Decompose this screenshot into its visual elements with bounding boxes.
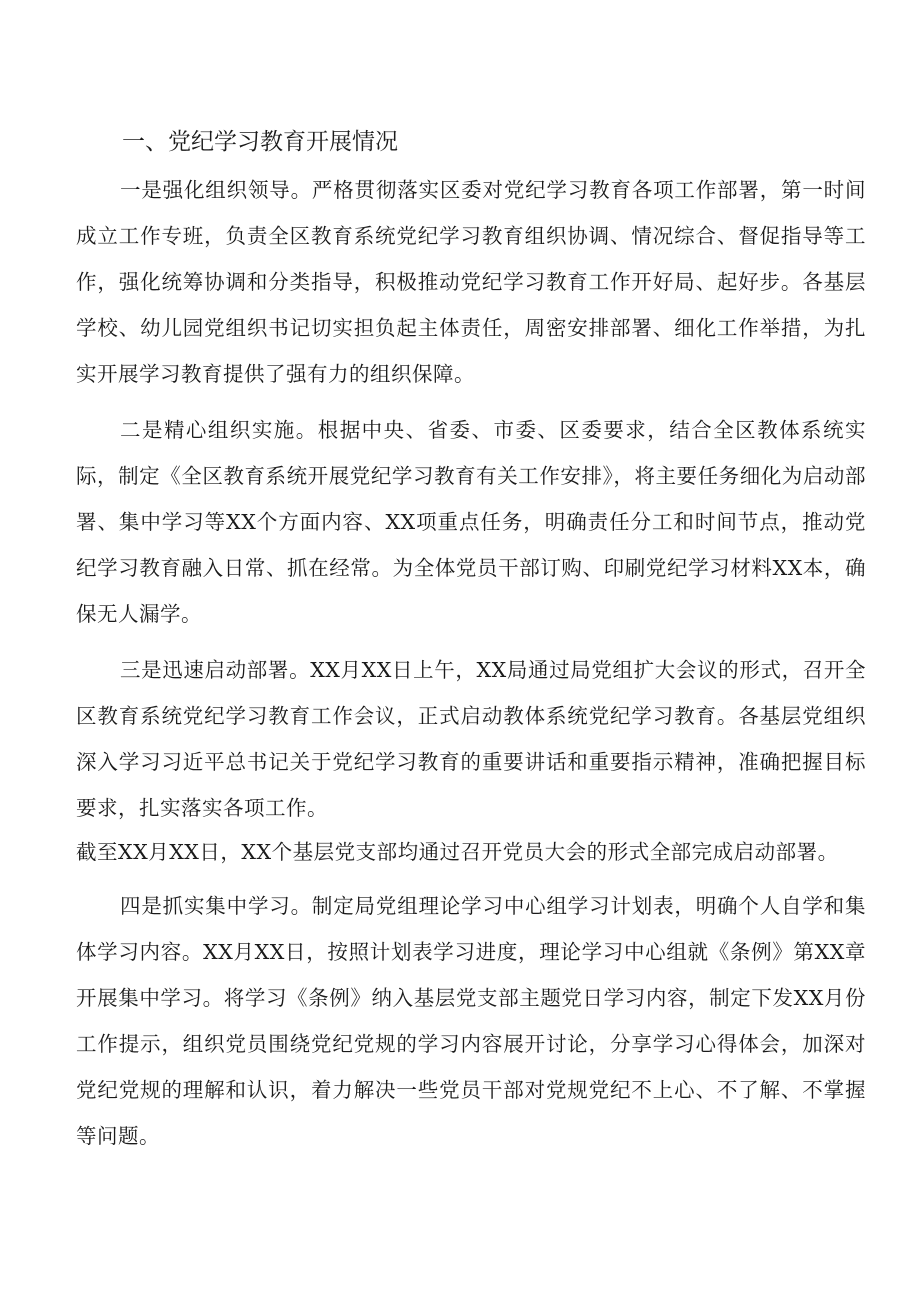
paragraph-organization-leadership: 一是强化组织领导。严格贯彻落实区委对党纪学习教育各项工作部署，第一时间成立工作专班，负责全区教育系统党纪学习教育组织协调、情况综合、督促指导等工作，强化统筹协调和分类指导，积极推动党纪学习教育工作开好局、起好步。各基层学校、幼儿园党组织书记切实担负起主体责任，周密安排部署、细化工作举措，为扎实开展学习教育提供了强有力的组织保障。 xyxy=(76,178,866,386)
paragraph-organization-implementation: 二是精心组织实施。根据中央、省委、市委、区委要求，结合全区教体系统实际，制定《全区教育系统开展党纪学习教育有关工作安排》，将主要任务细化为启动部署、集中学习等XX个方面内容、XX项重点任务，明确责任分工和时间节点，推动党纪学习教育融入日常、抓在经常。为全体党员干部订购、印刷党纪学习材料XX本，确保无人漏学。 xyxy=(76,418,866,626)
paragraph-launch-deployment: 三是迅速启动部署。XX月XX日上午，XX局通过局党组扩大会议的形式，召开全区教育系统党纪学习教育工作会议，正式启动教体系统党纪学习教育。各基层党组织深入学习习近平总书记关于党纪学习教育的重要讲话和重要指示精神，准确把握目标要求，扎实落实各项工作。 xyxy=(76,658,866,820)
section-heading: 一、党纪学习教育开展情况 xyxy=(122,129,398,155)
paragraph-centralized-study: 四是抓实集中学习。制定局党组理论学习中心组学习计划表，明确个人自学和集体学习内容。XX月XX日，按照计划表学习进度，理论学习中心组就《条例》第XX章开展集中学习。将学习《条例》纳入基层党支部主题党日学习内容，制定下发XX月份工作提示，组织党员围绕党纪党规的学习内容展开讨论，分享学习心得体会，加深对党纪党规的理解和认识，着力解决一些党员干部对党规党纪不上心、不了解、不掌握等问题。 xyxy=(76,894,866,1148)
paragraph-deployment-status: 截至XX月XX日，XX个基层党支部均通过召开党员大会的形式全部完成启动部署。 xyxy=(76,840,839,864)
